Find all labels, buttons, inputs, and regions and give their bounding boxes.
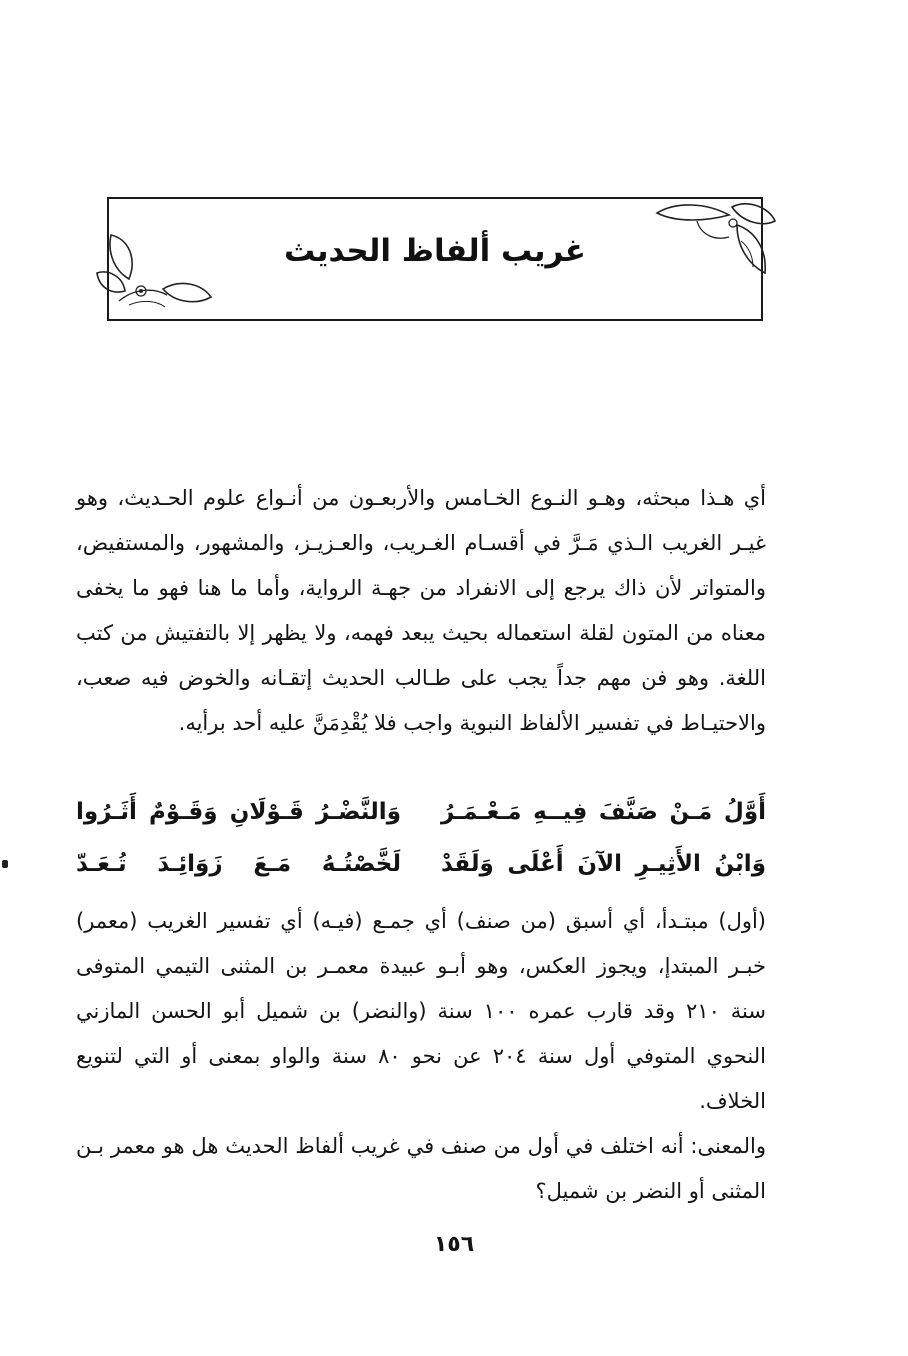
paragraph-intro: أي هـذا مبحثه، وهـو النـوع الخـامس والأربعـون من أنـواع علوم الحـديث، وهو غيـر الغريب الـذي مَـرَّ في أقسـام الغـريب، والعـزيـز، والمشهور، والمستفيض، والمتواتر لأن ذاك يرجع إلى الانفراد من جهـة الرواية، وأما ما هنا فهو ما يخفى معناه من المتون لقلة استعماله بحيث يبعد فهمه، ولا يظهر إلا بالتفتيش من كتب اللغة. وهو فن مهم جداً يجب على طـالب الحديث إتقـانه والخوض فيه صعب، والاحتيـاط في تفسير الألفاظ النبوية واجب فلا يُقْدِمَنَّ عليه أحد برأيه. xyxy=(76,486,766,735)
chapter-title: غريب ألفاظ الحديث xyxy=(284,233,586,269)
poem-line xyxy=(76,786,766,838)
poem-line xyxy=(76,838,766,890)
page-number: ١٥٦ xyxy=(433,1232,475,1257)
poem-hemistich-left: وَالنَّضْـرُ قَـوْلَانِ وَقَـوْمٌ أَثَـرُوا xyxy=(76,799,401,825)
margin-mark xyxy=(2,860,8,868)
poem-hemistich-right: وَابْنُ الأَثِيـرِ الآنَ أَعْلَى وَلَقَدْ xyxy=(441,851,766,877)
poem-hemistich-left: لَخَّصْتُـهُ مَـعَ زَوَائِـدَ تُـعَـدّ xyxy=(76,851,401,877)
paragraph-commentary: (أول) مبتـدأ، أي أسبق (من صنف) أي جمـع (فيـه) أي تفسير الغريب (معمر) خبـر المبتدإ، ويجوز العكس، وهو أبـو عبيدة معمـر بن المثنى التيمي المتوفى سنة ٢١٠ وقد قارب عمره ١٠٠ سنة (والنضر) بن شميل أبو الحسن المازني النحوي المتوفي أول سنة ٢٠٤ عن نحو ٨٠ سنة والواو بمعنى أو التي لتنويع الخلاف. xyxy=(76,909,767,1113)
chapter-header-frame xyxy=(107,197,763,321)
poem-hemistich-right: أَوَّلُ مَـنْ صَنَّفَ فِيــهِ مَـعْـمَـرُ xyxy=(441,799,766,825)
paragraph-meaning: والمعنى: أنه اختلف في أول من صنف في غريب ألفاظ الحديث هل هو معمر بـن المثنى أو النضر بن شميل؟ xyxy=(76,1134,766,1203)
poem-verses xyxy=(76,786,766,890)
